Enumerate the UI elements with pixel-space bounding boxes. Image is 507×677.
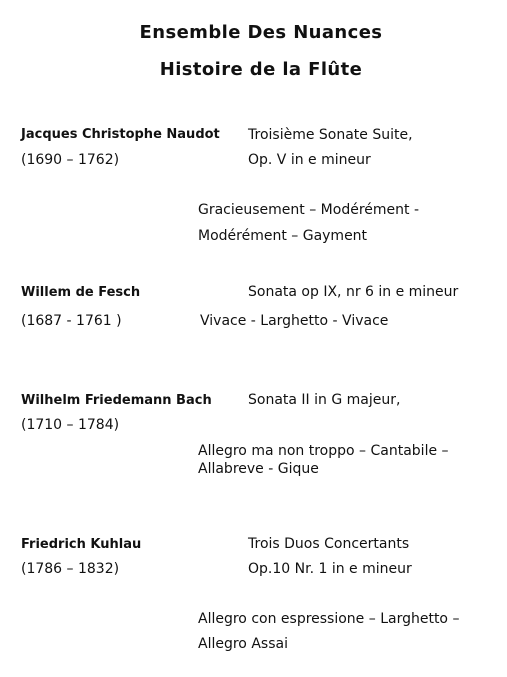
composer-name: Wilhelm Friedemann Bach [21,393,212,408]
page-title: Ensemble Des Nuances [139,22,383,43]
work-title: Sonata op IX, nr 6 in e mineur [248,284,459,300]
movements: Gracieusement – Modérément - [198,202,419,218]
work-title: Troisième Sonate Suite, [248,127,413,143]
movements-continued: Allegro Assai [198,636,288,652]
movements: Allegro con espressione – Larghetto – [198,611,460,627]
work-title: Trois Duos Concertants [248,536,410,552]
composer-years: (1786 – 1832) [21,561,120,577]
movements-continued: Allabreve - Gique [198,461,319,477]
page-subtitle: Histoire de la Flûte [159,59,363,80]
movements: Vivace - Larghetto - Vivace [200,313,389,329]
composer-years: (1690 – 1762) [21,152,120,168]
work-title: Sonata II in G majeur, [248,392,401,408]
composer-years: (1687 - 1761 ) [21,313,122,329]
movements: Allegro ma non troppo – Cantabile – [198,443,449,459]
movements-continued: Modérément – Gayment [198,228,368,244]
work-opus: Op. V in e mineur [248,152,371,168]
composer-name: Jacques Christophe Naudot [21,127,220,142]
composer-years: (1710 – 1784) [21,417,120,433]
composer-name: Willem de Fesch [21,285,141,300]
composer-name: Friedrich Kuhlau [21,537,142,552]
work-opus: Op.10 Nr. 1 in e mineur [248,561,412,577]
